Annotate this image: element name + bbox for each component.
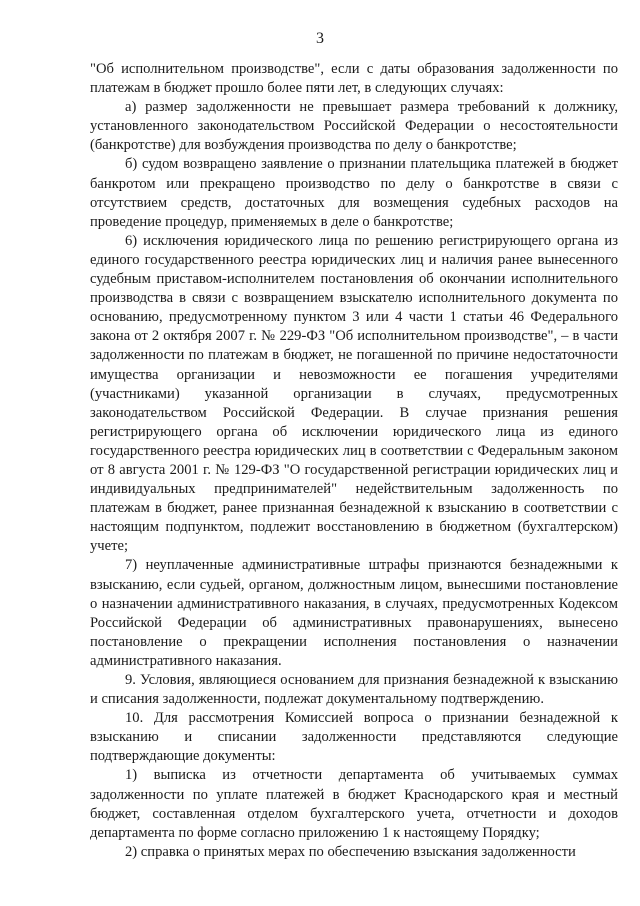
paragraph-document-2: 2) справка о принятых мерах по обеспечению взыскания задолженности [125,843,576,860]
paragraph-item-a: а) размер задолженности не превышает размера требований к должнику, установленного законодательством Российской Федерации о несостоятельности (банкротстве) для возбуждения производства по делу о банкротстве; [90,99,618,154]
paragraph-item-6: 6) исключения юридического лица по решению регистрирующего органа из единого государственного реестра юридических лиц и наличия ранее вынесенного судебным приставом-исполнителем постановления об окончании исполнительного производства в связи с возвращением взыскателю исполнительного документа по основанию, предусмотренному пунктом 3 или 4 части 1 статьи 46 Федерального закона от 2 октября 2007 г. № 229-ФЗ "Об исполнительном производстве", – в части задолженности по платежам в бюджет, не погашенной по причине недостаточности имущества организации и невозможности ее погашения учредителями (участниками) указанной организации в случаях, предусмотренных законодательством Российской Федерации. В случае признания решения регистрирующего органа об исключении юридического лица из единого государственного реестра юридических лиц в соответствии с Федеральным законом от 8 августа 2001 г. № 129-ФЗ "О государственной регистрации юридических лиц и индивидуальных предпринимателей" недействительным задолженность по платежам в бюджет, ранее признанная безнадежной к взысканию в соответствии с настоящим подпунктом, подлежит восстановлению в бюджетном (бухгалтерском) учете; [90,232,618,555]
paragraph-continuation: "Об исполнительном производстве", если с даты образования задолженности по платежам в бюджет прошло более пяти лет, в следующих случаях: [90,61,618,97]
paragraph-section-10: 10. Для рассмотрения Комиссией вопроса о признании безнадежной к взысканию и списании задолженности представляются следующие подтверждающие документы: [90,710,618,765]
paragraph-document-1: 1) выписка из отчетности департамента об учитываемых суммах задолженности по уплате платежей в бюджет Краснодарского края и местный бюджет, составленная отделом бухгалтерского учета, отчетности и доходов департамента по форме согласно приложению 1 к настоящему Порядку; [90,767,618,841]
paragraph-section-9: 9. Условия, являющиеся основанием для признания безнадежной к взысканию и списания задолженности, подлежат документальному подтверждению. [90,672,618,708]
document-body [90,60,618,862]
paragraph-item-b: б) судом возвращено заявление о признании плательщика платежей в бюджет банкротом или прекращено производство по делу о банкротстве в связи с отсутствием средств, достаточных для возмещения судебных расходов на проведение процедур, применяемых в деле о банкротстве; [90,156,618,230]
paragraph-item-7: 7) неуплаченные административные штрафы признаются безнадежными к взысканию, если судьей, органом, должностным лицом, вынесшими постановление о назначении административного наказания, в случаях, предусмотренных Кодексом Российской Федерации об административных правонарушениях, вынесено постановление о прекращении исполнения постановления о назначении административного наказания. [90,557,618,669]
page-number: 3 [316,30,324,47]
